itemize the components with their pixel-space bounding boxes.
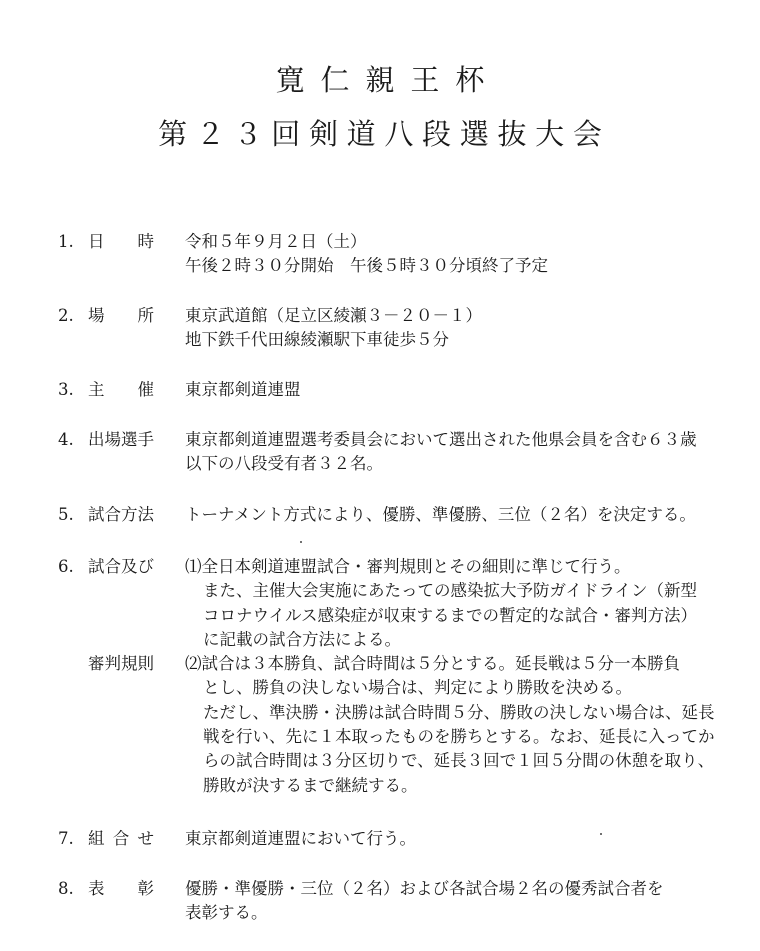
body-line: 戦を行い、先に１本取ったものを勝ちとする。なお、延長に入ってか [203,727,715,747]
body-line: 東京都剣道連盟選考委員会において選出された他県会員を含む６３歳 [185,430,697,449]
section-number: 5. [58,505,74,524]
label-char: 表 [88,879,105,898]
body-line: 令和５年９月２日（土） [185,232,367,251]
section-label: 試合及び [88,557,154,576]
section-label [88,378,154,402]
section-label [88,827,154,851]
label-char: 催 [137,380,154,399]
label-char: せ [137,829,154,848]
body-line: 午後２時３０分開始 午後５時３０分頃終了予定 [185,256,548,275]
body-line: 地下鉄千代田線綾瀬駅下車徒歩５分 [185,330,449,349]
body-line: コロナウイルス感染症が収束するまでの暫定的な試合・審判方法） [203,605,698,625]
section-label [88,230,154,254]
body-line: 勝敗が決するまで継続する。 [203,775,418,795]
section-body [185,230,725,278]
section-label: 試合方法 [88,505,154,524]
body-line: ⑴全日本剣道連盟試合・審判規則とその細則に準じて行う。 [185,557,631,576]
section-number: 4. [58,430,74,449]
label-char: 所 [137,306,154,325]
section-label-continued: 審判規則 [88,654,154,673]
body-line: 東京武道館（足立区綾瀬３－２０－１） [185,306,482,325]
label-char: 彰 [137,879,154,898]
scan-speck [600,833,602,835]
section-body [185,428,725,476]
section-body [185,555,725,798]
section-number: 8. [58,879,74,898]
section-number: 7. [58,829,74,848]
section-label [88,877,154,901]
page-subtitle: 第２３回剣道八段選抜大会 [158,117,611,151]
section-body [185,877,725,925]
body-line: 優勝・準優勝・三位（２名）および各試合場２名の優秀試合者を [185,879,664,898]
body-line: ⑵試合は３本勝負、試合時間は５分とする。延長戦は５分一本勝負 [185,654,680,674]
section-number: 6. [58,557,74,576]
label-char: 主 [88,380,105,399]
body-line: トーナメント方式により、優勝、準優勝、三位（２名）を決定する。 [185,505,696,524]
section-number: 3. [58,380,74,399]
section-body [185,378,725,402]
section-label [88,304,154,328]
section-body [185,827,725,851]
label-char: 合 [112,829,130,848]
body-line: に記載の試合方法による。 [203,629,401,649]
body-line: ただし、準決勝・決勝は試合時間５分、勝敗の決しない場合は、延長 [203,702,715,722]
page-title: 寛仁親王杯 [275,63,501,97]
body-line: 東京都剣道連盟 [185,380,301,399]
body-line: らの試合時間は３分区切りで、延長３回で１回５分間の休憩を取り、 [203,751,715,771]
body-line: また、主催大会実施にあたっての感染拡大予防ガイドライン（新型 [203,581,698,601]
section-number: 1. [58,232,74,251]
body-line: 以下の八段受有者３２名。 [185,454,383,473]
section-number: 2. [58,306,74,325]
label-char: 組 [88,829,105,848]
label-char: 時 [137,232,154,251]
section-body [185,304,725,352]
section-label: 出場選手 [88,430,154,449]
label-char: 場 [88,306,105,325]
scan-speck [300,541,302,543]
body-line: 表彰する。 [185,903,268,922]
body-line: とし、勝負の決しない場合は、判定により勝敗を決める。 [203,678,632,698]
body-line: 東京都剣道連盟において行う。 [185,829,416,848]
label-char: 日 [88,232,105,251]
section-body [185,503,725,527]
